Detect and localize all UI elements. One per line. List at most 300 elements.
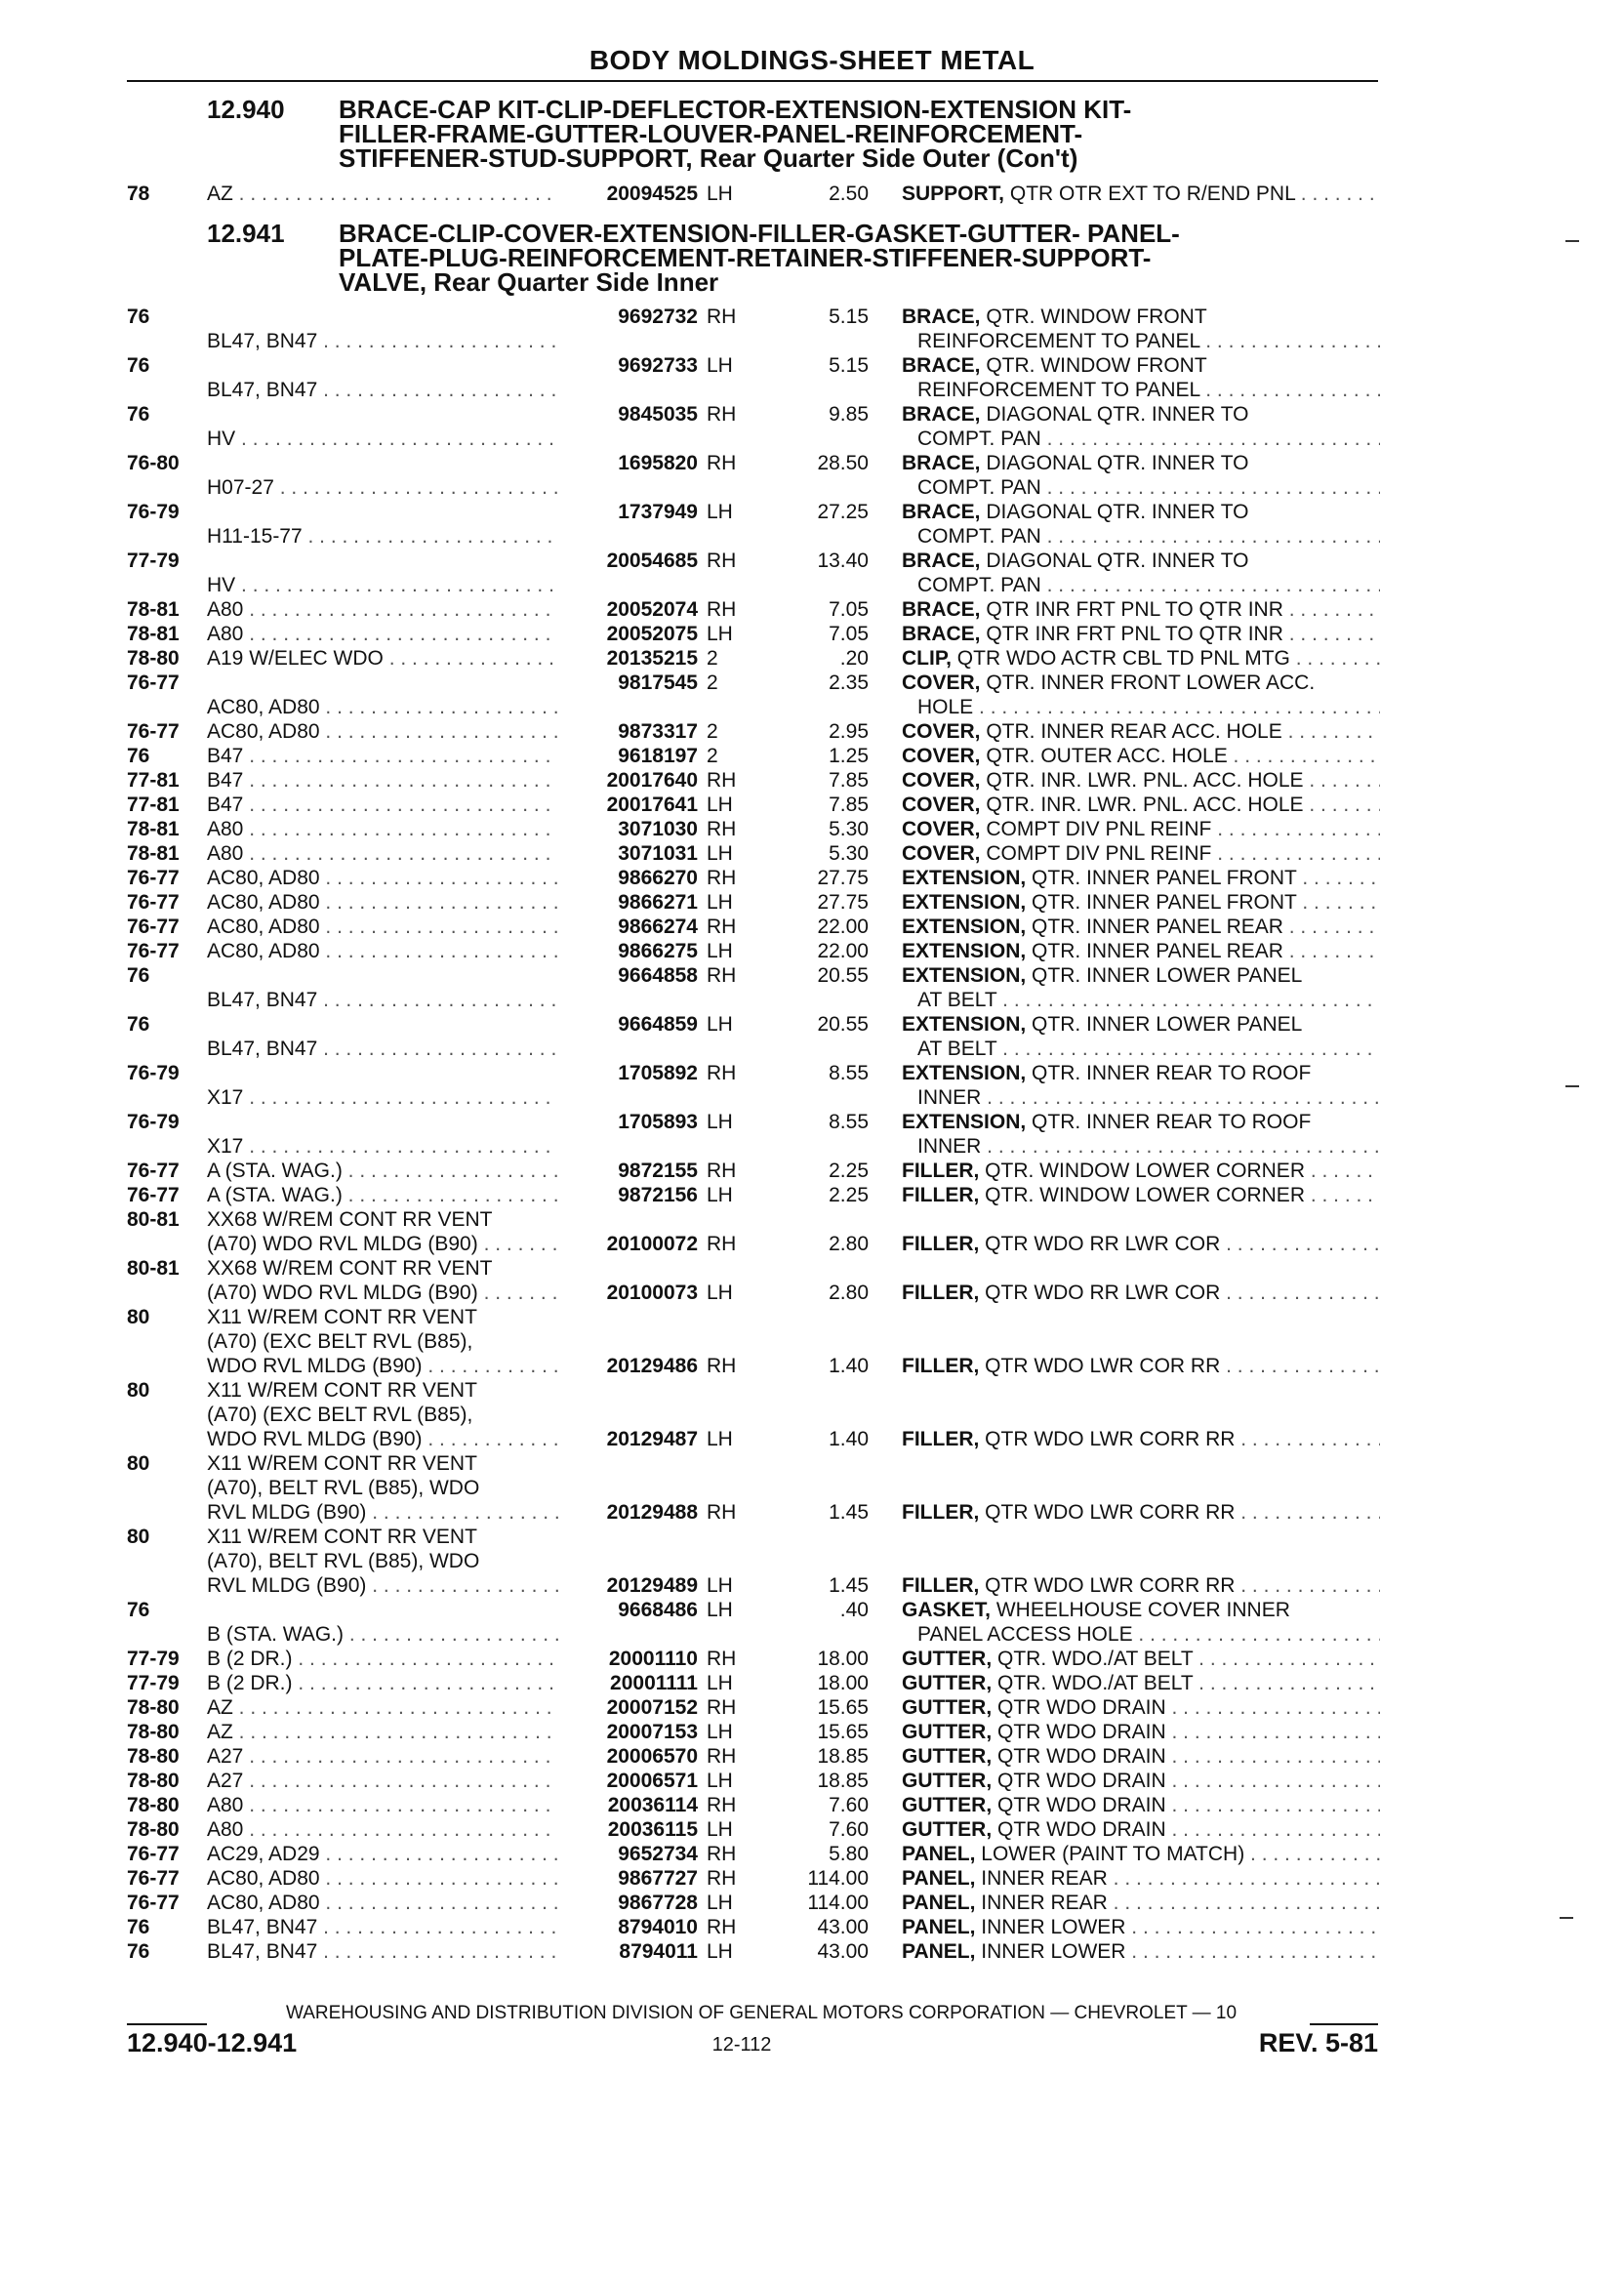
part-description: BRACE, QTR INR FRT PNL TO QTR INR . . . <box>902 597 1380 622</box>
footer-rule <box>1310 2023 1378 2025</box>
model-code: BL47, BN47 . . . <box>207 1915 558 1939</box>
model-code: A80 . . . <box>207 597 558 622</box>
side-qty: RH <box>707 769 737 792</box>
model-code: X11 W/REM CONT RR VENT <box>207 1306 477 1328</box>
part-number: 9867727 <box>618 1867 698 1890</box>
price: 15.65 <box>817 1696 869 1719</box>
model-code: RVL MLDG (B90) . . . <box>207 1573 558 1598</box>
part-description: COVER, COMPT DIV PNL REINF . . . <box>902 841 1380 866</box>
part-description: GASKET, WHEELHOUSE COVER INNER <box>902 1599 1290 1621</box>
side-qty: LH <box>707 1721 733 1743</box>
price: 1.25 <box>829 745 869 767</box>
price: 1.40 <box>829 1355 869 1377</box>
part-description: BRACE, DIAGONAL QTR. INNER TO <box>902 501 1249 523</box>
model-year: 78-80 <box>127 1721 180 1743</box>
model-code: BL47, BN47 . . . <box>207 988 558 1012</box>
part-description: COMPT. PAN . . . <box>917 475 1380 500</box>
part-row <box>0 305 1624 353</box>
part-number: 20129487 <box>606 1428 698 1450</box>
model-code: AC80, AD80 . . . <box>207 719 558 744</box>
part-row <box>0 1159 1624 1183</box>
price: 22.00 <box>817 940 869 962</box>
part-number: 20006571 <box>606 1770 698 1792</box>
part-row <box>0 1793 1624 1817</box>
footer-text: WAREHOUSING AND DISTRIBUTION DIVISION OF GENERAL MOTORS CORPORATION — CHEVROLET — 10 <box>285 2003 1238 2023</box>
part-description: EXTENSION, QTR. INNER PANEL REAR . . . <box>902 915 1380 939</box>
part-number: 20135215 <box>606 647 698 670</box>
price: 114.00 <box>807 1892 869 1914</box>
side-qty: 2 <box>707 745 718 767</box>
side-qty: RH <box>707 305 737 328</box>
part-row <box>0 1817 1624 1842</box>
part-description: BRACE, DIAGONAL QTR. INNER TO <box>902 403 1249 426</box>
part-number: 20017641 <box>606 794 698 816</box>
part-number: 20129489 <box>606 1574 698 1597</box>
part-description: INNER . . . <box>917 1085 1380 1110</box>
price: 43.00 <box>817 1940 869 1963</box>
part-description: GUTTER, QTR WDO DRAIN . . . <box>902 1695 1380 1720</box>
price: 20.55 <box>817 1013 869 1036</box>
model-year: 78-80 <box>127 1696 180 1719</box>
part-number: 20100072 <box>606 1233 698 1255</box>
model-code: WDO RVL MLDG (B90) . . . <box>207 1354 558 1378</box>
part-row <box>0 1110 1624 1159</box>
side-qty: RH <box>707 1648 737 1670</box>
model-code: A19 W/ELEC WDO . . . <box>207 646 558 671</box>
part-description: REINFORCEMENT TO PANEL . . . <box>917 329 1380 353</box>
section-number: 12.941 <box>207 219 285 248</box>
model-code: A80 . . . <box>207 622 558 646</box>
model-year: 76-79 <box>127 1062 180 1084</box>
model-code: A27 . . . <box>207 1769 558 1793</box>
part-row <box>0 1305 1624 1378</box>
price: 7.05 <box>829 623 869 645</box>
model-year: 76-77 <box>127 867 180 889</box>
part-number: 20129486 <box>606 1355 698 1377</box>
model-year: 76-79 <box>127 501 180 523</box>
part-description: BRACE, QTR. WINDOW FRONT <box>902 354 1207 377</box>
part-row <box>0 1671 1624 1695</box>
part-description: FILLER, QTR WDO LWR CORR RR . . . <box>902 1500 1380 1525</box>
price: 1.45 <box>829 1574 869 1597</box>
model-code: AC80, AD80 . . . <box>207 915 558 939</box>
part-description: EXTENSION, QTR. INNER LOWER PANEL <box>902 964 1303 987</box>
part-row <box>0 963 1624 1012</box>
part-number: 9664858 <box>618 964 698 987</box>
part-description: COVER, QTR. OUTER ACC. HOLE . . . <box>902 744 1380 768</box>
model-year: 76-77 <box>127 720 180 743</box>
part-description: FILLER, QTR. WINDOW LOWER CORNER . . . <box>902 1159 1380 1183</box>
model-year: 76-80 <box>127 452 180 474</box>
side-qty: RH <box>707 1867 737 1890</box>
part-row <box>0 841 1624 866</box>
part-number: 20006570 <box>606 1745 698 1768</box>
side-qty: LH <box>707 1428 733 1450</box>
side-qty: RH <box>707 1794 737 1816</box>
model-code: (A70), BELT RVL (B85), WDO <box>207 1477 480 1499</box>
footer-revision: REV. 5-81 <box>1258 2028 1378 2057</box>
model-year: 76 <box>127 354 150 377</box>
model-code: (A70) (EXC BELT RVL (B85), <box>207 1404 473 1426</box>
part-row <box>0 768 1624 793</box>
side-qty: LH <box>707 183 733 205</box>
part-number: 9872156 <box>618 1184 698 1206</box>
part-description: FILLER, QTR WDO LWR CORR RR . . . <box>902 1573 1380 1598</box>
part-description: GUTTER, QTR WDO DRAIN . . . <box>902 1817 1380 1842</box>
part-row <box>0 1695 1624 1720</box>
part-row <box>0 671 1624 719</box>
part-description: COMPT. PAN . . . <box>917 524 1380 549</box>
model-year: 78-81 <box>127 623 180 645</box>
side-qty: RH <box>707 1501 737 1524</box>
side-qty: RH <box>707 1696 737 1719</box>
model-year: 77-81 <box>127 794 180 816</box>
margin-mark <box>1560 1917 1573 1919</box>
model-year: 76 <box>127 403 150 426</box>
price: 2.25 <box>829 1184 869 1206</box>
part-row <box>0 817 1624 841</box>
price: 5.15 <box>829 305 869 328</box>
price: 5.30 <box>829 818 869 840</box>
model-year: 78-81 <box>127 818 180 840</box>
model-code: (A70), BELT RVL (B85), WDO <box>207 1550 480 1572</box>
price: 43.00 <box>817 1916 869 1938</box>
price: 27.75 <box>817 891 869 914</box>
page-title: BODY MOLDINGS-SHEET METAL <box>589 45 1035 75</box>
side-qty: RH <box>707 1355 737 1377</box>
side-qty: 2 <box>707 720 718 743</box>
part-description: EXTENSION, QTR. INNER PANEL FRONT . . . <box>902 866 1380 890</box>
model-year: 76-77 <box>127 1184 180 1206</box>
price: 1.40 <box>829 1428 869 1450</box>
part-description: FILLER, QTR WDO LWR COR RR . . . <box>902 1354 1380 1378</box>
model-code: (A70) WDO RVL MLDG (B90) . . . <box>207 1281 558 1305</box>
model-code: X11 W/REM CONT RR VENT <box>207 1452 477 1475</box>
part-row <box>0 353 1624 402</box>
price: 18.00 <box>817 1648 869 1670</box>
part-description: EXTENSION, QTR. INNER PANEL REAR . . . <box>902 939 1380 963</box>
price: 7.85 <box>829 794 869 816</box>
part-description: COVER, COMPT DIV PNL REINF . . . <box>902 817 1380 841</box>
part-number: 9668486 <box>618 1599 698 1621</box>
part-row <box>0 1891 1624 1915</box>
part-description: GUTTER, QTR WDO DRAIN . . . <box>902 1793 1380 1817</box>
price: 2.80 <box>829 1233 869 1255</box>
side-qty: RH <box>707 964 737 987</box>
part-number: 20017640 <box>606 769 698 792</box>
model-code: AC29, AD29 . . . <box>207 1842 558 1866</box>
model-code: BL47, BN47 . . . <box>207 1037 558 1061</box>
section-title-line: VALVE, Rear Quarter Side Inner <box>339 267 719 297</box>
part-number: 20094525 <box>606 183 698 205</box>
part-description: EXTENSION, QTR. INNER LOWER PANEL <box>902 1013 1303 1036</box>
side-qty: LH <box>707 1184 733 1206</box>
model-year: 76 <box>127 1599 150 1621</box>
model-year: 76 <box>127 1940 150 1963</box>
model-code: AZ . . . <box>207 1695 558 1720</box>
side-qty: LH <box>707 501 733 523</box>
part-row <box>0 793 1624 817</box>
model-code: (A70) WDO RVL MLDG (B90) . . . <box>207 1232 558 1256</box>
model-code: B47 . . . <box>207 768 558 793</box>
model-code: XX68 W/REM CONT RR VENT <box>207 1257 493 1280</box>
side-qty: LH <box>707 1111 733 1133</box>
part-description: BRACE, QTR. WINDOW FRONT <box>902 305 1207 328</box>
price: 22.00 <box>817 916 869 938</box>
model-year: 76-77 <box>127 1867 180 1890</box>
part-description: PANEL, INNER REAR . . . <box>902 1891 1380 1915</box>
part-row <box>0 1647 1624 1671</box>
side-qty: LH <box>707 794 733 816</box>
price: 28.50 <box>817 452 869 474</box>
part-row <box>0 1451 1624 1525</box>
part-number: 9873317 <box>618 720 698 743</box>
side-qty: LH <box>707 1892 733 1914</box>
side-qty: 2 <box>707 647 718 670</box>
margin-mark <box>1565 1085 1579 1087</box>
price: 7.60 <box>829 1794 869 1816</box>
model-year: 80-81 <box>127 1257 180 1280</box>
part-row <box>0 1183 1624 1207</box>
part-description: COVER, QTR. INNER REAR ACC. HOLE . . . <box>902 719 1380 744</box>
part-number: 8794010 <box>618 1916 698 1938</box>
part-number: 3071030 <box>618 818 698 840</box>
part-row <box>0 1378 1624 1451</box>
side-qty: LH <box>707 1940 733 1963</box>
model-code: A80 . . . <box>207 817 558 841</box>
model-year: 78 <box>127 183 150 205</box>
model-code: RVL MLDG (B90) . . . <box>207 1500 558 1525</box>
price: 20.55 <box>817 964 869 987</box>
part-description: BRACE, QTR INR FRT PNL TO QTR INR . . . <box>902 622 1380 646</box>
side-qty: RH <box>707 867 737 889</box>
part-description: FILLER, QTR. WINDOW LOWER CORNER . . . <box>902 1183 1380 1207</box>
model-code: (A70) (EXC BELT RVL (B85), <box>207 1330 473 1353</box>
footer-rule <box>127 2023 207 2025</box>
part-number: 9692732 <box>618 305 698 328</box>
part-number: 9618197 <box>618 745 698 767</box>
part-description: EXTENSION, QTR. INNER PANEL FRONT . . . <box>902 890 1380 915</box>
side-qty: LH <box>707 842 733 865</box>
part-number: 20100073 <box>606 1282 698 1304</box>
part-row <box>0 500 1624 549</box>
price: 18.85 <box>817 1745 869 1768</box>
part-description: FILLER, QTR WDO RR LWR COR . . . <box>902 1232 1380 1256</box>
part-number: 20054685 <box>606 550 698 572</box>
model-code: HV . . . <box>207 573 558 597</box>
model-year: 78-80 <box>127 647 180 670</box>
side-qty: LH <box>707 623 733 645</box>
side-qty: RH <box>707 1745 737 1768</box>
part-number: 20052075 <box>606 623 698 645</box>
margin-mark <box>1565 240 1579 242</box>
price: .20 <box>839 647 869 670</box>
part-number: 9866274 <box>618 916 698 938</box>
part-number: 20007152 <box>606 1696 698 1719</box>
model-code: A80 . . . <box>207 841 558 866</box>
part-description: GUTTER, QTR WDO DRAIN . . . <box>902 1744 1380 1769</box>
side-qty: RH <box>707 598 737 621</box>
part-row <box>0 1720 1624 1744</box>
part-number: 9866271 <box>618 891 698 914</box>
part-number: 9867728 <box>618 1892 698 1914</box>
price: 15.65 <box>817 1721 869 1743</box>
part-row <box>0 549 1624 597</box>
part-row <box>0 182 1624 206</box>
part-description: AT BELT . . . <box>917 988 1380 1012</box>
price: 8.55 <box>829 1062 869 1084</box>
model-year: 78-80 <box>127 1745 180 1768</box>
model-year: 77-79 <box>127 1672 180 1694</box>
side-qty: RH <box>707 1160 737 1182</box>
price: 27.75 <box>817 867 869 889</box>
model-year: 76-77 <box>127 1843 180 1865</box>
model-code: A27 . . . <box>207 1744 558 1769</box>
model-year: 78-81 <box>127 842 180 865</box>
part-row <box>0 939 1624 963</box>
part-number: 20007153 <box>606 1721 698 1743</box>
model-code: BL47, BN47 . . . <box>207 329 558 353</box>
part-row <box>0 1866 1624 1891</box>
model-year: 77-79 <box>127 550 180 572</box>
part-row <box>0 866 1624 890</box>
footer-page-number: 12-112 <box>711 2034 772 2056</box>
model-code: AZ . . . <box>207 1720 558 1744</box>
part-description: PANEL, INNER REAR . . . <box>902 1866 1380 1891</box>
model-year: 78-81 <box>127 598 180 621</box>
part-number: 9866275 <box>618 940 698 962</box>
model-year: 76-79 <box>127 1111 180 1133</box>
model-code: AC80, AD80 . . . <box>207 1891 558 1915</box>
side-qty: LH <box>707 1574 733 1597</box>
part-description: AT BELT . . . <box>917 1037 1380 1061</box>
model-year: 78-80 <box>127 1794 180 1816</box>
part-number: 20129488 <box>606 1501 698 1524</box>
side-qty: LH <box>707 891 733 914</box>
part-description: GUTTER, QTR. WDO./AT BELT . . . <box>902 1647 1380 1671</box>
model-year: 76 <box>127 1013 150 1036</box>
part-row <box>0 1915 1624 1939</box>
model-year: 76 <box>127 1916 150 1938</box>
model-code: BL47, BN47 . . . <box>207 1939 558 1964</box>
part-description: BRACE, DIAGONAL QTR. INNER TO <box>902 452 1249 474</box>
price: 9.85 <box>829 403 869 426</box>
price: 13.40 <box>817 550 869 572</box>
model-year: 76-77 <box>127 940 180 962</box>
part-description: GUTTER, QTR. WDO./AT BELT . . . <box>902 1671 1380 1695</box>
price: 18.85 <box>817 1770 869 1792</box>
side-qty: RH <box>707 916 737 938</box>
model-code: X11 W/REM CONT RR VENT <box>207 1379 477 1402</box>
part-row <box>0 1061 1624 1110</box>
part-number: 20001110 <box>608 1648 698 1670</box>
part-number: 20036115 <box>607 1818 698 1841</box>
side-qty: 2 <box>707 672 718 694</box>
price: 2.80 <box>829 1282 869 1304</box>
part-description: EXTENSION, QTR. INNER REAR TO ROOF <box>902 1062 1312 1084</box>
model-code: H11-15-77 . . . <box>207 524 558 549</box>
model-year: 80-81 <box>127 1208 180 1231</box>
part-description: COMPT. PAN . . . <box>917 427 1380 451</box>
side-qty: LH <box>707 354 733 377</box>
part-number: 9692733 <box>618 354 698 377</box>
part-number: 20052074 <box>606 598 698 621</box>
side-qty: LH <box>707 1818 733 1841</box>
model-year: 76-77 <box>127 1892 180 1914</box>
model-code: AC80, AD80 . . . <box>207 695 558 719</box>
part-number: 3071031 <box>618 842 698 865</box>
part-number: 1705893 <box>618 1111 698 1133</box>
part-row <box>0 1939 1624 1964</box>
model-year: 80 <box>127 1306 150 1328</box>
part-number: 9652734 <box>618 1843 698 1865</box>
part-number: 1737949 <box>618 501 698 523</box>
model-year: 76 <box>127 745 150 767</box>
price: 114.00 <box>807 1867 869 1890</box>
part-description: CLIP, QTR WDO ACTR CBL TD PNL MTG . . . <box>902 646 1380 671</box>
part-row <box>0 915 1624 939</box>
model-code: B (STA. WAG.) . . . <box>207 1622 558 1647</box>
side-qty: LH <box>707 940 733 962</box>
price: 7.85 <box>829 769 869 792</box>
part-description: COVER, QTR. INNER FRONT LOWER ACC. <box>902 672 1316 694</box>
part-row <box>0 622 1624 646</box>
part-description: PANEL, LOWER (PAINT TO MATCH) . . . <box>902 1842 1380 1866</box>
side-qty: RH <box>707 818 737 840</box>
model-code: AZ . . . <box>207 182 558 206</box>
section-title-line: PLATE-PLUG-REINFORCEMENT-RETAINER-STIFFENER-SUPPORT- <box>339 243 1152 272</box>
price: 1.45 <box>829 1501 869 1524</box>
price: 7.05 <box>829 598 869 621</box>
part-description: COVER, QTR. INR. LWR. PNL. ACC. HOLE . . . <box>902 768 1380 793</box>
part-row <box>0 1256 1624 1305</box>
model-code: A80 . . . <box>207 1817 558 1842</box>
model-year: 78-80 <box>127 1770 180 1792</box>
model-year: 77-79 <box>127 1648 180 1670</box>
model-code: A80 . . . <box>207 1793 558 1817</box>
price: 5.15 <box>829 354 869 377</box>
part-row <box>0 890 1624 915</box>
model-year: 76-77 <box>127 672 180 694</box>
model-code: X17 . . . <box>207 1134 558 1159</box>
model-year: 76-77 <box>127 1160 180 1182</box>
price: .40 <box>839 1599 869 1621</box>
model-code: B (2 DR.) . . . <box>207 1671 558 1695</box>
model-code: A (STA. WAG.) . . . <box>207 1183 558 1207</box>
part-description: FILLER, QTR WDO LWR CORR RR . . . <box>902 1427 1380 1451</box>
part-description: PANEL ACCESS HOLE . . . <box>917 1622 1380 1647</box>
price: 7.60 <box>829 1818 869 1841</box>
part-number: 1695820 <box>618 452 698 474</box>
model-code: HV . . . <box>207 427 558 451</box>
model-code: AC80, AD80 . . . <box>207 890 558 915</box>
side-qty: LH <box>707 1672 733 1694</box>
part-number: 1705892 <box>618 1062 698 1084</box>
model-year: 80 <box>127 1379 150 1402</box>
part-row <box>0 744 1624 768</box>
part-number: 9845035 <box>618 403 698 426</box>
part-description: PANEL, INNER LOWER . . . <box>902 1939 1380 1964</box>
model-year: 78-80 <box>127 1818 180 1841</box>
model-year: 76-77 <box>127 916 180 938</box>
model-code: X11 W/REM CONT RR VENT <box>207 1526 477 1548</box>
part-number: 9817545 <box>618 672 698 694</box>
part-row <box>0 451 1624 500</box>
section-title-line: FILLER-FRAME-GUTTER-LOUVER-PANEL-REINFORCEMENT- <box>339 119 1083 148</box>
model-code: AC80, AD80 . . . <box>207 866 558 890</box>
model-code: AC80, AD80 . . . <box>207 1866 558 1891</box>
part-row <box>0 1525 1624 1598</box>
